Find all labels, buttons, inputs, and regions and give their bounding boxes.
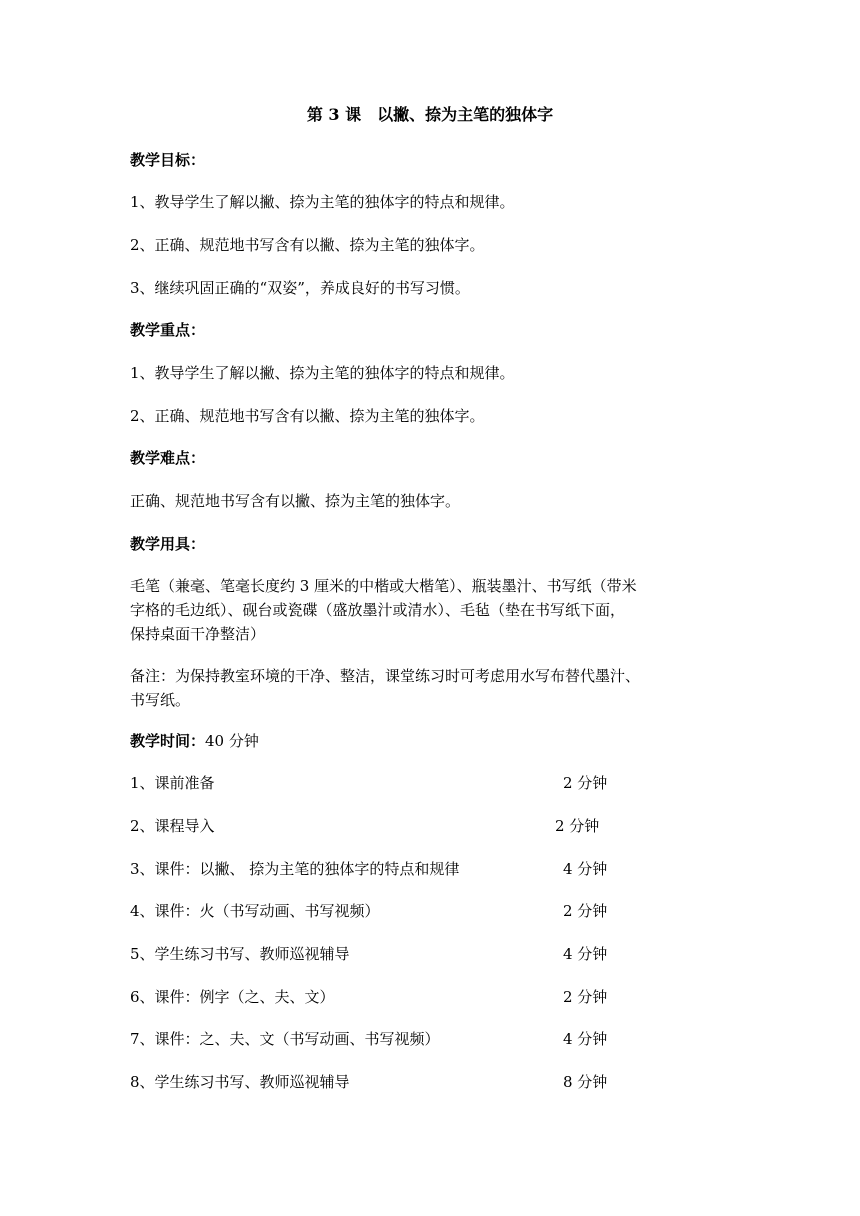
schedule-duration: 2 分钟 bbox=[563, 774, 608, 792]
schedule-item: 7、课件：之、夫、文（书写动画、书写视频） bbox=[130, 1030, 440, 1048]
tools-line: 字格的毛边纸）、砚台或瓷碟（盛放墨汁或清水）、毛毡（垫在书写纸下面， bbox=[130, 601, 626, 619]
schedule-item: 6、课件：例字（之、夫、文） bbox=[130, 988, 335, 1006]
schedule-duration: 8 分钟 bbox=[563, 1073, 608, 1091]
lesson-title: 第 3 课 以撇、捺为主笔的独体字 bbox=[306, 105, 554, 124]
objective-item: 3、继续巩固正确的“双姿”，养成良好的书写习惯。 bbox=[130, 279, 470, 297]
schedule-item: 1、课前准备 bbox=[130, 774, 215, 792]
schedule-item: 3、课件：以撇、 捺为主笔的独体字的特点和规律 bbox=[130, 860, 460, 878]
objective-item: 1、教导学生了解以撇、捺为主笔的独体字的特点和规律。 bbox=[130, 193, 515, 211]
schedule-item: 5、学生练习书写、教师巡视辅导 bbox=[130, 945, 350, 963]
schedule-duration: 4 分钟 bbox=[563, 860, 608, 878]
schedule-duration: 2 分钟 bbox=[563, 988, 608, 1006]
schedule-duration: 4 分钟 bbox=[563, 945, 608, 963]
schedule-duration: 2 分钟 bbox=[563, 902, 608, 920]
schedule-duration: 4 分钟 bbox=[563, 1030, 608, 1048]
time-row bbox=[130, 729, 730, 753]
tools-heading: 教学用具： bbox=[130, 535, 206, 553]
schedule-item: 8、学生练习书写、教师巡视辅导 bbox=[130, 1073, 350, 1091]
key-points-heading: 教学重点： bbox=[130, 321, 206, 339]
schedule-item: 4、课件：火（书写动画、书写视频） bbox=[130, 902, 380, 920]
tools-line: 毛笔（兼毫、笔毫长度约 3 厘米的中楷或大楷笔）、瓶装墨汁、书写纸（带米 bbox=[130, 577, 637, 595]
difficulties-heading: 教学难点： bbox=[130, 449, 206, 467]
tools-line: 保持桌面干净整洁） bbox=[130, 625, 266, 643]
tools-note-line: 书写纸。 bbox=[130, 691, 191, 709]
tools-note-line: 备注：为保持教室环境的干净、整洁，课堂练习时可考虑用水写布替代墨汁、 bbox=[130, 667, 641, 685]
time-total: 40 分钟 bbox=[205, 732, 259, 750]
objective-item: 2、正确、规范地书写含有以撇、捺为主笔的独体字。 bbox=[130, 236, 485, 254]
objectives-heading: 教学目标： bbox=[130, 151, 206, 169]
time-heading: 教学时间： bbox=[130, 732, 206, 750]
schedule-duration: 2 分钟 bbox=[555, 817, 600, 835]
key-point-item: 2、正确、规范地书写含有以撇、捺为主笔的独体字。 bbox=[130, 407, 485, 425]
schedule-item: 2、课程导入 bbox=[130, 817, 215, 835]
difficulty-item: 正确、规范地书写含有以撇、捺为主笔的独体字。 bbox=[130, 492, 461, 510]
key-point-item: 1、教导学生了解以撇、捺为主笔的独体字的特点和规律。 bbox=[130, 364, 515, 382]
